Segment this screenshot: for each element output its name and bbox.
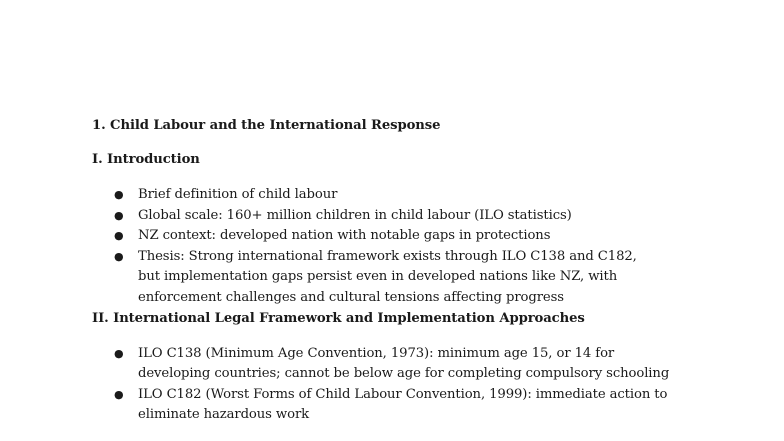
list-item — [114, 206, 654, 227]
document-body — [92, 116, 692, 426]
document-title: 1. Child Labour and the International Response — [92, 118, 441, 133]
introduction-bullet-list — [92, 185, 654, 309]
list-item-text: ILO C182 (Worst Forms of Child Labour Convention, 1999): immediate action to eliminate hazardous work — [138, 386, 668, 423]
list-item — [114, 385, 674, 426]
list-item — [114, 247, 654, 309]
list-item-text: ILO C138 (Minimum Age Convention, 1973): minimum age 15, or 14 for developing countries; cannot be below age for completing compulsory schooling — [138, 345, 670, 382]
bullet-icon: ● — [114, 346, 124, 360]
bullet-icon: ● — [114, 188, 124, 201]
bullet-icon: ● — [114, 387, 124, 401]
list-item — [114, 226, 654, 247]
list-item-text: Global scale: 160+ million children in child labour (ILO statistics) — [138, 207, 572, 223]
list-item — [114, 185, 654, 206]
bullet-icon: ● — [114, 208, 124, 222]
section-heading-introduction: I. Introduction — [92, 152, 200, 167]
bullet-icon: ● — [114, 229, 124, 243]
list-item-text: NZ context: developed nation with notable gaps in protections — [138, 228, 551, 244]
list-item-text: Brief definition of child labour — [138, 187, 338, 202]
section-heading-legal-framework: II. International Legal Framework and Implementation Approaches — [92, 310, 585, 326]
legal-framework-bullet-list — [92, 344, 674, 426]
bullet-icon: ● — [114, 249, 124, 263]
list-item-text: Thesis: Strong international framework exists through ILO C138 and C182, but implementation gaps persist even in developed nations like NZ, with enforcement challenges and cultural tensions affecting progress — [138, 248, 637, 305]
list-item — [114, 344, 674, 385]
